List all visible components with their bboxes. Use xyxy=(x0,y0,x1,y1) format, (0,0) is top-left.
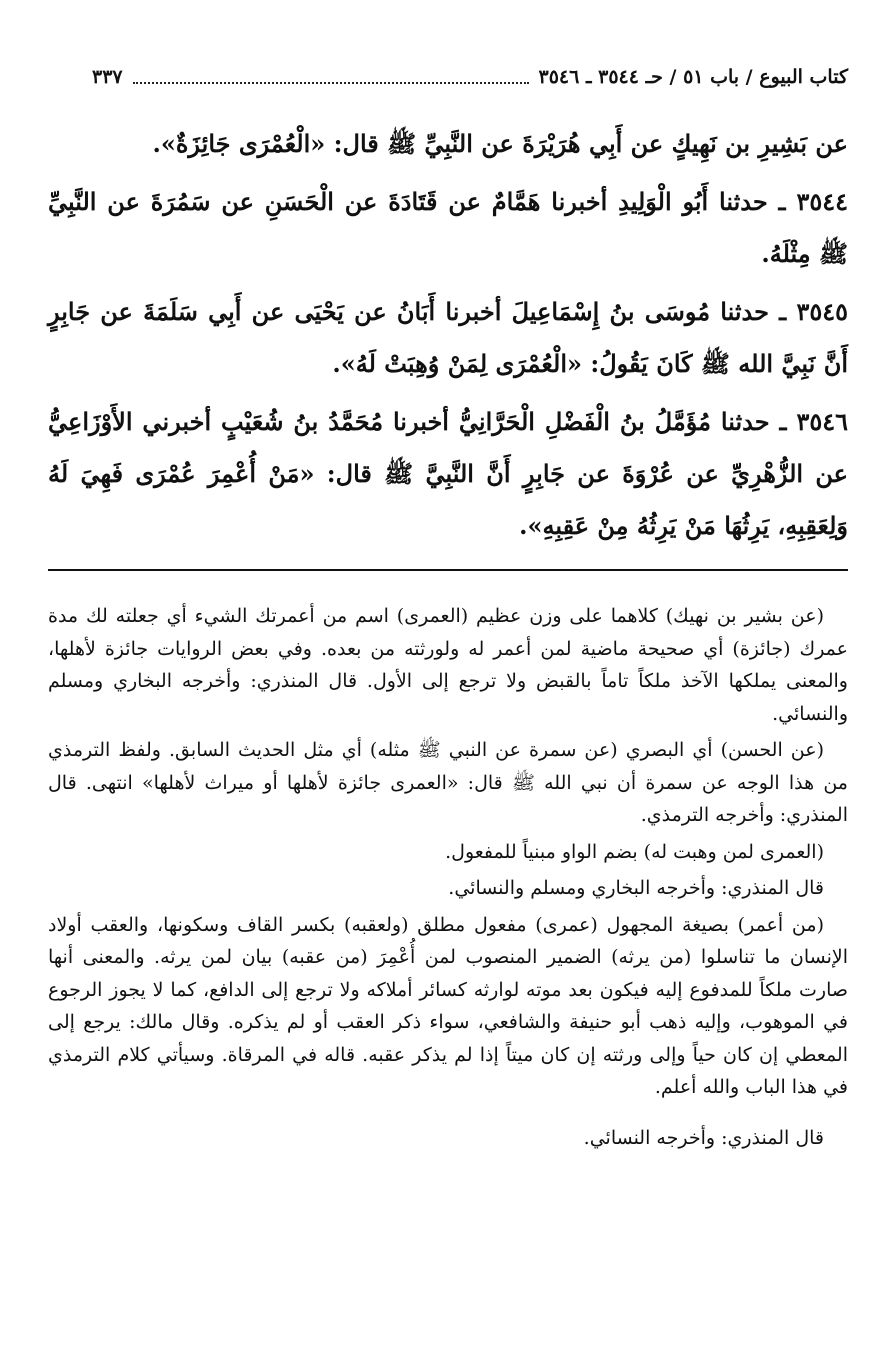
commentary-paragraph: قال المنذري: وأخرجه النسائي. xyxy=(583,1126,824,1149)
commentary-paragraph: (من أعمر) بصيغة المجهول (عمرى) مفعول مطلق (ولعقبه) بكسر القاف وسكونها، والعقب أولاد الإنسان ما تناسلوا (من يرثه) الضمير المنصوب لمن أُعْمِرَ (من عقبه) بيان لمن يرثه. والمعنى أنها صارت ملكاً للمدفوع إليه فيكون بعد موته لوارثه كسائر أملاكه ولا ترجع إلى الدافع، كما لا يجوز الرجوع في الموهوب، وإليه ذهب أبو حنيفة والشافعي، سواء ذكر العقب أو لم يذكره. وقال مالك: يرجع إلى المعطي إن كان حياً وإلى ورثته إن كان ميتاً إذا لم يذكر عقبه. قاله في المرقاة. وسيأتي كلام الترمذي في هذا الباب والله أعلم. xyxy=(48,913,848,1098)
hadith-text-block xyxy=(48,118,848,558)
commentary-paragraph: قال المنذري: وأخرجه البخاري ومسلم والنسائي. xyxy=(448,877,824,899)
hadith-continuation: عن بَشِيرِ بن نَهِيكٍ عن أَبِي هُرَيْرَةَ عن النَّبِيِّ ﷺ قال: «الْعُمْرَى جَائِزَةٌ». xyxy=(152,129,848,158)
running-header xyxy=(92,62,848,92)
commentary-paragraph: (عن الحسن) أي البصري (عن سمرة عن النبي ﷺ مثله) أي مثل الحديث السابق. ولفظ الترمذي من هذا الوجه عن سمرة أن نبي الله ﷺ قال: «العمرى جائزة لأهلها أو ميراث لأهلها» انتهى. قال المنذري: وأخرجه الترمذي. xyxy=(48,739,848,826)
footnote-divider xyxy=(48,569,848,571)
commentary-paragraph: (العمرى لمن وهبت له) بضم الواو مبنياً للمفعول. xyxy=(445,840,824,863)
hadith-3546: ٣٥٤٦ ـ حدثنا مُؤَمَّلُ بنُ الْفَضْلِ الْحَرَّانِيُّ أخبرنا مُحَمَّدُ بنُ شُعَيْبٍ أخبرني الأَوْزَاعِيُّ عن الزُّهْرِيِّ عن عُرْوَةَ عن جَابِرٍ أَنَّ النَّبِيَّ ﷺ قال: «مَنْ أُعْمِرَ عُمْرَى فَهِيَ لَهُ وَلِعَقِبِهِ، يَرِثُهَا مَنْ يَرِثُهُ مِنْ عَقِبِهِ». xyxy=(48,407,848,540)
header-title: كتاب البيوع / باب ٥١ / حـ ٣٥٤٤ ـ ٣٥٤٦ xyxy=(538,66,848,88)
hadith-3545: ٣٥٤٥ ـ حدثنا مُوسَى بنُ إِسْمَاعِيلَ أخبرنا أَبَانُ عن يَحْيَى عن أَبِي سَلَمَةَ عن جَابِرٍ أَنَّ نَبِيَّ الله ﷺ كَانَ يَقُولُ: «الْعُمْرَى لِمَنْ وُهِبَتْ لَهُ». xyxy=(48,297,848,378)
commentary-paragraph: (عن بشير بن نهيك) كلاهما على وزن عظيم (العمرى) اسم من أعمرتك الشيء أي جعلته لك مدة عمرك (جائزة) أي صحيحة ماضية لمن أعمر له ولورثته من بعده. وفي بعض الروايات جائزة لأهلها، والمعنى يملكها الآخذ ملكاً تاماً بالقبض ولا ترجع إلى الأول. قال المنذري: وأخرجه البخاري ومسلم والنسائي. xyxy=(48,605,848,725)
header-dot-leader xyxy=(133,70,529,84)
commentary-block xyxy=(48,600,848,1158)
page-number: ٣٣٧ xyxy=(92,66,123,88)
hadith-3544: ٣٥٤٤ ـ حدثنا أَبُو الْوَلِيدِ أخبرنا هَمَّامٌ عن قَتَادَةَ عن الْحَسَنِ عن سَمُرَةَ عن النَّبِيِّ ﷺ مِثْلَهُ. xyxy=(48,187,848,268)
